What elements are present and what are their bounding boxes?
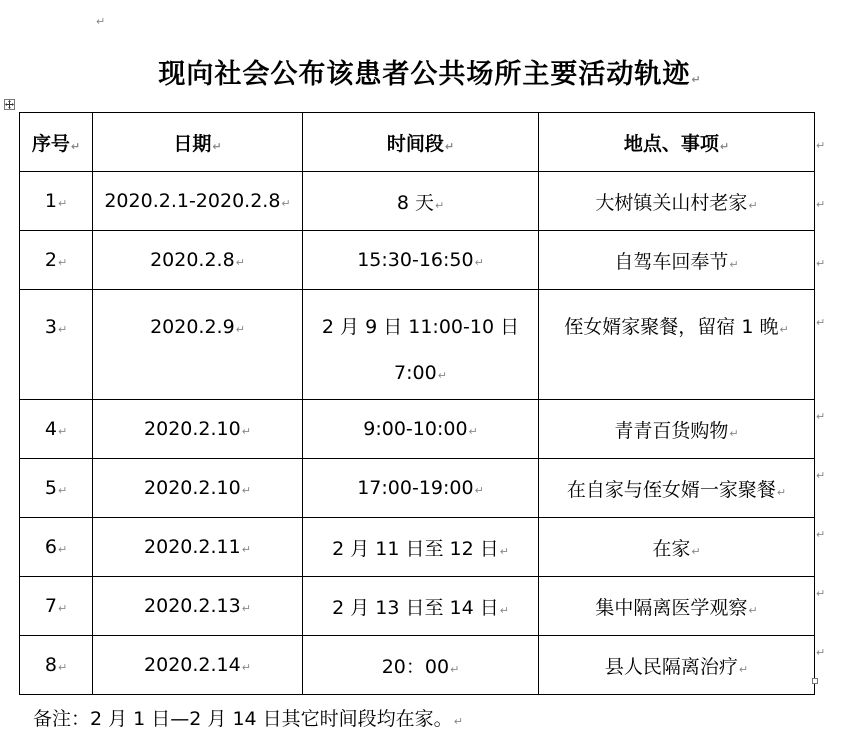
table-cell: 2020.2.1-2020.2.8↵ <box>93 172 303 231</box>
paragraph-mark: ↵ <box>96 15 106 28</box>
cell-mark: ↵ <box>499 603 509 617</box>
table-row <box>20 231 815 290</box>
table-cell: 2020.2.10↵ <box>93 459 303 518</box>
table-row <box>20 459 815 518</box>
table-cell: 县人民隔离治疗↵ <box>539 636 815 695</box>
table-cell: 2020.2.10↵ <box>93 400 303 459</box>
cell-mark: ↵ <box>729 257 739 271</box>
cell-mark: ↵ <box>444 139 455 153</box>
table-row <box>20 518 815 577</box>
cell-mark: ↵ <box>729 426 739 440</box>
cell-mark: ↵ <box>748 198 758 212</box>
row-end-mark: ↵ <box>816 257 826 270</box>
cell-mark: ↵ <box>57 425 68 438</box>
table-cell: 自驾车回奉节↵ <box>539 231 815 290</box>
table-cell: 2 月 9 日 11:00-10 日 7:00↵ <box>303 290 539 400</box>
cell-mark: ↵ <box>241 425 251 438</box>
table-cell: 2020.2.14↵ <box>93 636 303 695</box>
table-cell: 1↵ <box>20 172 93 231</box>
table-cell: 2 月 13 日至 14 日↵ <box>303 577 539 636</box>
table-cell: 7↵ <box>20 577 93 636</box>
row-end-mark: ↵ <box>816 469 826 482</box>
table-cell: 8 天↵ <box>303 172 539 231</box>
cell-mark: ↵ <box>450 662 460 676</box>
cell-mark: ↵ <box>235 323 245 336</box>
header-cell: 时间段↵ <box>303 113 539 172</box>
table-cell: 2 月 11 日至 12 日↵ <box>303 518 539 577</box>
cell-mark: ↵ <box>241 484 251 497</box>
paragraph-mark: ↵ <box>691 73 702 86</box>
table-cell: 5↵ <box>20 459 93 518</box>
cell-mark: ↵ <box>474 484 484 497</box>
table-cell: 2020.2.11↵ <box>93 518 303 577</box>
cell-mark: ↵ <box>235 256 245 269</box>
cell-mark: ↵ <box>474 256 484 269</box>
paragraph-mark: ↵ <box>453 715 463 728</box>
row-end-mark: ↵ <box>816 139 826 152</box>
row-end-mark: ↵ <box>816 316 826 329</box>
cell-mark: ↵ <box>241 661 251 674</box>
activity-trail-table <box>19 112 815 695</box>
table-cell: 侄女婿家聚餐，留宿 1 晚↵ <box>539 290 815 400</box>
header-cell: 地点、事项↵ <box>539 113 815 172</box>
cell-mark: ↵ <box>437 369 447 382</box>
row-end-mark: ↵ <box>816 587 826 600</box>
cell-mark: ↵ <box>779 323 789 336</box>
cell-mark: ↵ <box>57 197 68 210</box>
table-cell: 3↵ <box>20 290 93 400</box>
table-row <box>20 577 815 636</box>
cell-mark: ↵ <box>241 602 251 615</box>
table-cell: 8↵ <box>20 636 93 695</box>
table-cell: 2020.2.8↵ <box>93 231 303 290</box>
cell-mark: ↵ <box>57 256 68 269</box>
table-cell: 2↵ <box>20 231 93 290</box>
page-title: 现向社会公布该患者公共场所主要活动轨迹↵ <box>158 59 702 90</box>
cell-mark: ↵ <box>57 602 68 615</box>
table-cell: 2020.2.13↵ <box>93 577 303 636</box>
cell-mark: ↵ <box>499 544 509 558</box>
cell-mark: ↵ <box>57 484 68 497</box>
table-row <box>20 400 815 459</box>
table-header-row <box>20 113 815 172</box>
table-move-handle-icon[interactable] <box>4 99 15 110</box>
cell-mark: ↵ <box>776 485 787 499</box>
cell-mark: ↵ <box>212 139 222 153</box>
cell-mark: ↵ <box>434 198 445 212</box>
cell-mark: ↵ <box>468 425 478 438</box>
cell-mark: ↵ <box>748 603 758 617</box>
cell-mark: ↵ <box>57 661 68 674</box>
row-end-mark: ↵ <box>816 410 826 423</box>
table-cell: 20：00↵ <box>303 636 539 695</box>
table-cell: 在自家与侄女婿一家聚餐↵ <box>539 459 815 518</box>
cell-mark: ↵ <box>691 544 701 558</box>
cell-mark: ↵ <box>241 543 251 556</box>
cell-mark: ↵ <box>57 323 68 336</box>
table-cell: 集中隔离医学观察↵ <box>539 577 815 636</box>
table-cell: 在家↵ <box>539 518 815 577</box>
row-end-mark: ↵ <box>816 646 826 659</box>
cell-mark: ↵ <box>719 139 730 153</box>
header-cell: 序号↵ <box>20 113 93 172</box>
table-row <box>20 290 815 400</box>
row-end-mark: ↵ <box>816 198 826 211</box>
table-cell: 2020.2.9↵ <box>93 290 303 400</box>
cell-mark: ↵ <box>281 197 291 210</box>
table-cell: 15:30-16:50↵ <box>303 231 539 290</box>
table-cell: 青青百货购物↵ <box>539 400 815 459</box>
table-cell: 4↵ <box>20 400 93 459</box>
cell-mark: ↵ <box>738 662 749 676</box>
cell-mark: ↵ <box>57 543 68 556</box>
header-cell: 日期↵ <box>93 113 303 172</box>
cell-mark: ↵ <box>70 139 81 153</box>
table-resize-handle[interactable] <box>812 678 818 684</box>
row-end-mark: ↵ <box>816 528 826 541</box>
table-row <box>20 636 815 695</box>
footnote: 备注：2 月 1 日—2 月 14 日其它时间段均在家。↵ <box>33 708 463 730</box>
table-cell: 大树镇关山村老家↵ <box>539 172 815 231</box>
table-cell: 6↵ <box>20 518 93 577</box>
table-cell: 17:00-19:00↵ <box>303 459 539 518</box>
table-cell: 9:00-10:00↵ <box>303 400 539 459</box>
table-row <box>20 172 815 231</box>
